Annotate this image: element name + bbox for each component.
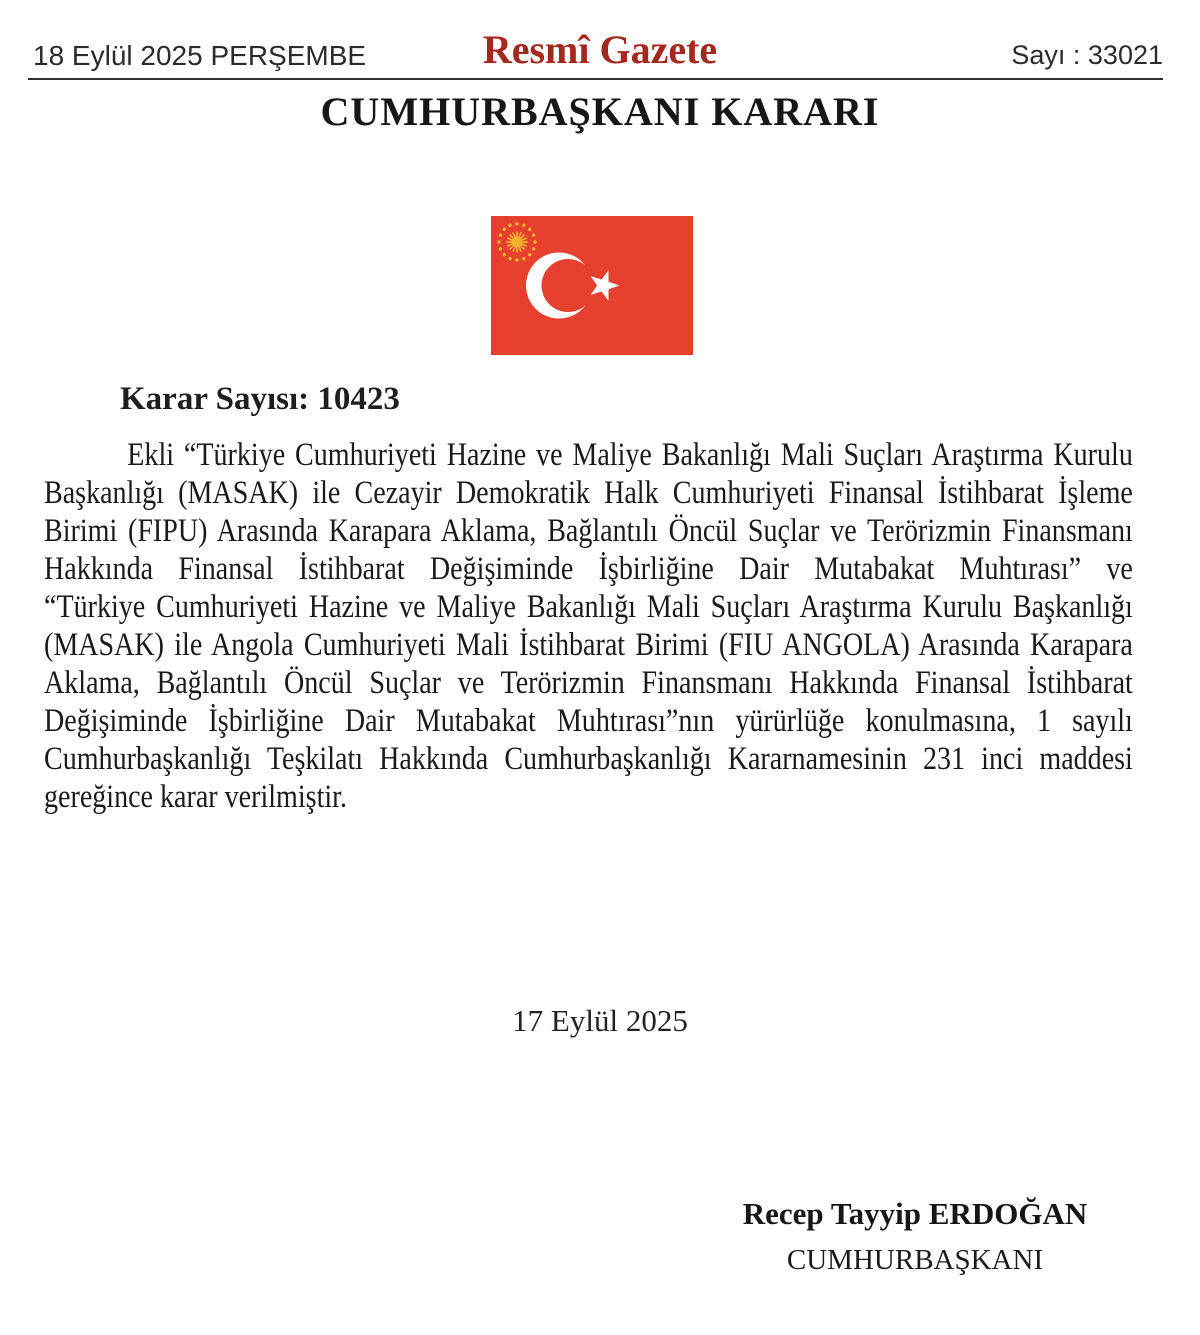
- body-line: Ekli “Türkiye Cumhuriyeti Hazine ve Maliye Bakanlığı Mali Suçları Araştırma Kurulu: [127, 437, 1133, 473]
- body-line: gereğince karar verilmiştir.: [44, 779, 347, 815]
- body-line: Aklama, Bağlantılı Öncül Suçlar ve Terörizmin Finansmanı Hakkında Finansal İstihbarat: [44, 665, 1133, 701]
- body-line: Hakkında Finansal İstihbarat Değişiminde İşbirliğine Dair Mutabakat Muhtırası” ve: [44, 551, 1133, 587]
- decision-body: [44, 436, 1133, 816]
- body-line: “Türkiye Cumhuriyeti Hazine ve Maliye Bakanlığı Mali Suçları Araştırma Kurulu Başkanlığı: [44, 589, 1133, 625]
- issue-number: Sayı : 33021: [1011, 40, 1163, 70]
- body-line: Değişiminde İşbirliğine Dair Mutabakat Muhtırası”nın yürürlüğe konulmasına, 1 sayılı: [44, 703, 1133, 739]
- body-line: (MASAK) ile Angola Cumhuriyeti Mali İstihbarat Birimi (FIU ANGOLA) Arasında Karapara: [44, 627, 1133, 663]
- signature-role: CUMHURBAŞKANI: [786, 1244, 1044, 1276]
- masthead-date: 18 Eylül 2025 PERŞEMBE: [33, 40, 367, 71]
- document-title: CUMHURBAŞKANI KARARI: [320, 89, 880, 134]
- masthead-divider: [28, 78, 1163, 80]
- signature-block: [743, 1196, 1087, 1277]
- decision-date: 17 Eylül 2025: [512, 1003, 688, 1038]
- turkish-presidential-flag-icon: [491, 216, 693, 355]
- body-line: Cumhurbaşkanlığı Teşkilatı Hakkında Cumhurbaşkanlığı Kararnamesinin 231 inci maddesi: [44, 741, 1133, 777]
- gazette-title: Resmî Gazete: [482, 27, 718, 72]
- body-line: Başkanlığı (MASAK) ile Cezayir Demokratik Halk Cumhuriyeti Finansal İstihbarat İşleme: [44, 475, 1133, 511]
- decision-number: Karar Sayısı: 10423: [120, 381, 400, 417]
- signature-name: Recep Tayyip ERDOĞAN: [742, 1196, 1088, 1231]
- body-line: Birimi (FIPU) Arasında Karapara Aklama, Bağlantılı Öncül Suçlar ve Terörizmin Finansmanı: [44, 513, 1133, 549]
